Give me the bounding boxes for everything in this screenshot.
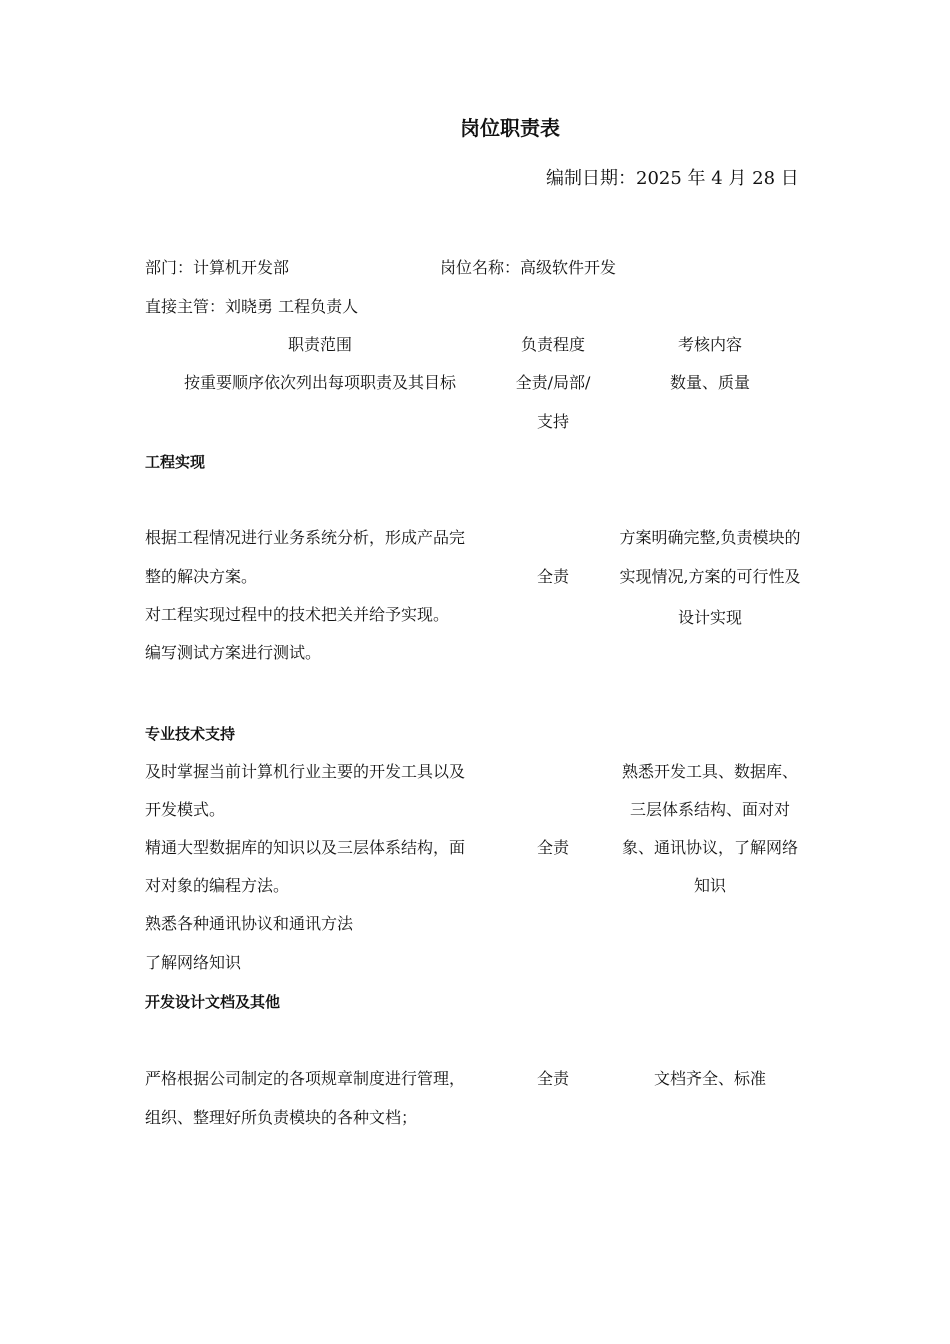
duty-line: 熟悉各种通讯协议和通讯方法 — [145, 914, 354, 933]
header-responsibility-desc-2: 支持 — [536, 412, 569, 431]
responsibility-level: 全责 — [536, 838, 569, 857]
duty-line: 开发模式。 — [145, 800, 226, 819]
assessment-line: 实现情况,方案的可行性及 — [619, 567, 801, 586]
duty-line: 对对象的编程方法。 — [145, 876, 290, 895]
section-heading: 专业技术支持 — [145, 725, 236, 743]
position-name: 岗位名称：高级软件开发 — [440, 258, 617, 277]
assessment-line: 熟悉开发工具、数据库、 — [621, 762, 798, 781]
duty-line: 根据工程情况进行业务系统分析，形成产品完 — [145, 528, 466, 547]
direct-supervisor: 直接主管：刘晓勇 工程负责人 — [145, 297, 359, 316]
assessment-line: 知识 — [693, 876, 726, 895]
duty-line: 精通大型数据库的知识以及三层体系结构，面 — [145, 838, 466, 857]
responsibility-level: 全责 — [536, 567, 569, 586]
assessment-line: 文档齐全、标准 — [653, 1069, 766, 1088]
duty-line: 及时掌握当前计算机行业主要的开发工具以及 — [145, 762, 466, 781]
header-scope: 职责范围 — [287, 335, 352, 354]
assessment-line: 象、通讯协议，了解网络 — [621, 838, 798, 857]
responsibility-level: 全责 — [536, 1069, 569, 1088]
section-heading: 开发设计文档及其他 — [145, 993, 281, 1011]
assessment-line: 方案明确完整,负责模块的 — [619, 528, 801, 547]
header-assessment-desc: 数量、质量 — [669, 373, 750, 392]
duty-line: 了解网络知识 — [145, 953, 242, 972]
assessment-line: 设计实现 — [677, 608, 742, 627]
section-heading: 工程实现 — [145, 453, 206, 471]
compile-date: 编制日期：2025 年 4 月 28 日 — [546, 168, 799, 189]
duty-line: 编写测试方案进行测试。 — [145, 643, 322, 662]
department: 部门：计算机开发部 — [145, 258, 290, 277]
header-responsibility-desc: 全责/局部/ — [515, 373, 591, 392]
header-responsibility: 负责程度 — [520, 335, 585, 354]
duty-line: 整的解决方案。 — [145, 567, 258, 586]
page-title: 岗位职责表 — [460, 116, 560, 140]
duty-line: 对工程实现过程中的技术把关并给予实现。 — [145, 605, 450, 624]
duty-line: 严格根据公司制定的各项规章制度进行管理， — [145, 1069, 466, 1088]
header-scope-desc: 按重要顺序依次列出每项职责及其目标 — [183, 373, 456, 392]
header-assessment: 考核内容 — [677, 335, 742, 354]
assessment-line: 三层体系结构、面对对 — [629, 800, 790, 819]
duty-line: 组织、整理好所负责模块的各种文档； — [145, 1108, 418, 1127]
